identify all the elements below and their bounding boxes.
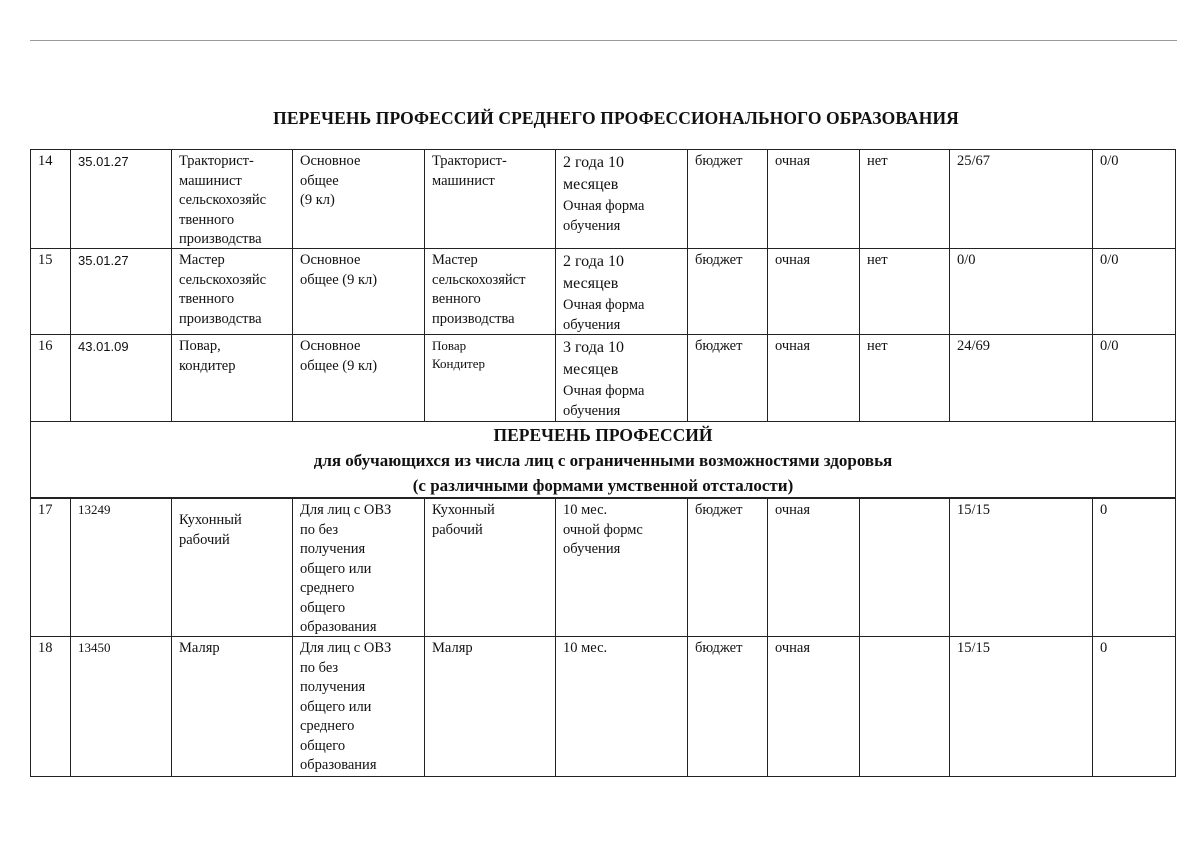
enrollment-stats: 0/0 xyxy=(957,252,976,268)
table-vline xyxy=(949,498,950,776)
cell-line: производства xyxy=(179,310,262,327)
profession-code: 13450 xyxy=(78,640,111,655)
paid-places: нет xyxy=(867,153,888,169)
extra-stats: 0 xyxy=(1100,502,1108,518)
cell-line: твенного xyxy=(179,211,235,228)
table-vline xyxy=(1175,498,1176,776)
table-vline xyxy=(687,498,688,776)
profession-code: 43.01.09 xyxy=(78,339,129,354)
cell-line: обучения xyxy=(563,403,621,419)
row-number: 15 xyxy=(38,252,53,268)
cell-line: 10 мес. xyxy=(563,640,608,656)
cell-line: по без xyxy=(300,659,339,676)
cell-line: кондитер xyxy=(179,357,236,374)
cell-line: обучения xyxy=(563,218,621,234)
study-form: очная xyxy=(775,252,811,268)
cell-line: Кондитер xyxy=(432,356,486,371)
enrollment-stats: 15/15 xyxy=(957,640,991,656)
cell-line: Тракторист- xyxy=(432,153,507,169)
study-duration xyxy=(555,500,687,560)
row-number: 18 xyxy=(38,640,53,656)
profession-code: 13249 xyxy=(78,502,111,517)
profession-name xyxy=(171,250,292,329)
table-vline xyxy=(1092,149,1093,421)
table-vline xyxy=(767,149,768,421)
cell-line: образования xyxy=(300,619,377,635)
enrollment-stats: 15/15 xyxy=(957,502,991,518)
table-vline xyxy=(1092,498,1093,776)
study-form: очная xyxy=(775,153,811,169)
cell-line: Маляр xyxy=(179,640,220,656)
profession-name xyxy=(171,151,292,250)
cell-line: 2 года 10 xyxy=(563,154,624,171)
cell-line: машинист xyxy=(179,172,242,189)
cell-line: производства xyxy=(432,310,515,327)
cell-line: Мастер xyxy=(179,252,225,268)
table-vline xyxy=(30,149,31,421)
section-subtitle: для обучающихся из числа лиц с ограниченными возможностями здоровья xyxy=(313,451,893,470)
cell-line: общего xyxy=(300,737,346,754)
cell-line: по без xyxy=(300,521,339,538)
paid-places: нет xyxy=(867,252,888,268)
cell-line: Для лиц с ОВЗ xyxy=(300,640,392,656)
cell-line: Основное xyxy=(300,338,361,354)
row-number: 16 xyxy=(38,338,53,354)
cell-line: 3 года 10 xyxy=(563,339,624,356)
enrollment-stats: 25/67 xyxy=(957,153,991,169)
row-number: 17 xyxy=(38,502,53,518)
table-vline xyxy=(859,149,860,421)
cell-line: Тракторист- xyxy=(179,153,254,169)
study-duration xyxy=(555,151,687,236)
cell-line: сельскохозяйс xyxy=(179,192,267,208)
cell-line: 2 года 10 xyxy=(563,253,624,270)
table-vline xyxy=(1175,149,1176,421)
profession-code: 35.01.27 xyxy=(78,154,129,169)
study-form: очная xyxy=(775,640,811,656)
row-number: 14 xyxy=(38,153,53,169)
qualification xyxy=(424,500,555,540)
profession-name xyxy=(171,510,292,550)
section-title: ПЕРЕЧЕНЬ ПРОФЕССИЙ xyxy=(493,425,713,445)
cell-line: Для лиц с ОВЗ xyxy=(300,502,392,518)
enrollment-stats: 24/69 xyxy=(957,338,991,354)
table-vline xyxy=(949,149,950,421)
funding-type: бюджет xyxy=(695,252,743,268)
cell-line: получения xyxy=(300,541,366,557)
funding-type: бюджет xyxy=(695,502,743,518)
paid-places xyxy=(859,500,949,501)
ovz-section-header xyxy=(30,421,1176,498)
qualification xyxy=(424,336,555,373)
table-vline xyxy=(687,149,688,421)
cell-line: обучения xyxy=(563,317,621,333)
cell-line: рабочий xyxy=(432,521,483,538)
cell-line: общее xyxy=(300,172,339,189)
extra-stats: 0/0 xyxy=(1100,252,1119,268)
cell-line: Очная форма xyxy=(563,383,645,399)
table-hline xyxy=(30,636,1176,637)
education-base xyxy=(292,638,424,776)
cell-line: Повар, xyxy=(179,338,221,354)
qualification xyxy=(424,250,555,329)
study-duration xyxy=(555,250,687,335)
cell-line: получения xyxy=(300,679,366,695)
cell-line: Очная форма xyxy=(563,297,645,313)
study-duration xyxy=(555,638,687,659)
paid-places: нет xyxy=(867,338,888,354)
cell-line: месяцев xyxy=(563,361,619,378)
funding-type: бюджет xyxy=(695,338,743,354)
cell-line: Маляр xyxy=(432,640,473,656)
study-form: очная xyxy=(775,338,811,354)
cell-line: твенного xyxy=(179,291,235,307)
table-vline xyxy=(859,498,860,776)
top-rule xyxy=(30,40,1177,41)
qualification xyxy=(424,151,555,191)
cell-line: 10 мес. xyxy=(563,502,608,518)
page-title: ПЕРЕЧЕНЬ ПРОФЕССИЙ СРЕДНЕГО ПРОФЕССИОНАЛЬНОГО ОБРАЗОВАНИЯ xyxy=(273,108,959,128)
cell-line: месяцев xyxy=(563,275,619,292)
cell-line: общее (9 кл) xyxy=(300,271,378,288)
education-base xyxy=(292,500,424,638)
profession-name xyxy=(171,336,292,376)
education-base xyxy=(292,250,424,290)
funding-type: бюджет xyxy=(695,153,743,169)
cell-line: общего или xyxy=(300,698,372,715)
cell-line: Очная форма xyxy=(563,198,645,214)
profession-code: 35.01.27 xyxy=(78,253,129,268)
cell-line: рабочий xyxy=(179,531,230,548)
cell-line: образования xyxy=(300,757,377,773)
cell-line: сельскохозяйст xyxy=(432,271,526,288)
cell-line: Мастер xyxy=(432,252,478,268)
cell-line: общего xyxy=(300,599,346,616)
extra-stats: 0/0 xyxy=(1100,153,1119,169)
extra-stats: 0 xyxy=(1100,640,1108,656)
cell-line: среднего xyxy=(300,718,355,734)
cell-line: обучения xyxy=(563,541,621,557)
table-hline xyxy=(30,776,1176,777)
table-vline xyxy=(30,498,31,776)
cell-line: Кухонный xyxy=(179,512,242,528)
cell-line: машинист xyxy=(432,172,495,189)
profession-name xyxy=(171,638,292,659)
cell-line: сельскохозяйс xyxy=(179,271,267,288)
table-vline xyxy=(767,498,768,776)
qualification xyxy=(424,638,555,659)
cell-line: общего или xyxy=(300,560,372,577)
cell-line: месяцев xyxy=(563,176,619,193)
funding-type: бюджет xyxy=(695,640,743,656)
cell-line: венного xyxy=(432,291,481,307)
education-base xyxy=(292,336,424,376)
study-duration xyxy=(555,336,687,421)
section-note: (с различными формами умственной отсталости) xyxy=(412,476,794,495)
cell-line: Основное xyxy=(300,252,361,268)
cell-line: (9 кл) xyxy=(300,192,335,208)
cell-line: Основное xyxy=(300,153,361,169)
cell-line: Кухонный xyxy=(432,502,495,518)
paid-places xyxy=(859,638,949,639)
table-hline xyxy=(30,498,1176,499)
cell-line: очной формс xyxy=(563,521,643,538)
cell-line: общее (9 кл) xyxy=(300,357,378,374)
table-hline xyxy=(30,149,1176,150)
cell-line: производства xyxy=(179,231,262,247)
cell-line: Повар xyxy=(432,338,467,353)
extra-stats: 0/0 xyxy=(1100,338,1119,354)
table-vline xyxy=(70,149,71,421)
table-vline xyxy=(70,498,71,776)
cell-line: среднего xyxy=(300,580,355,596)
study-form: очная xyxy=(775,502,811,518)
education-base xyxy=(292,151,424,211)
